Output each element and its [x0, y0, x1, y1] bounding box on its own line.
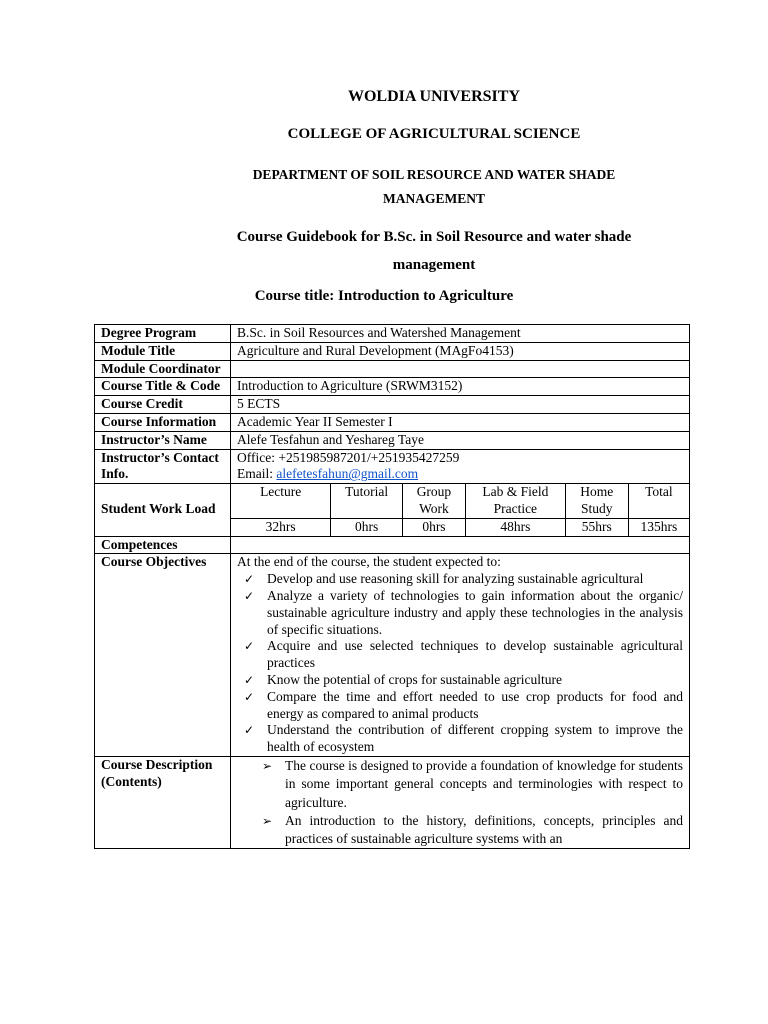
workload-header: Total — [628, 484, 689, 518]
workload-hours: 48hrs — [465, 518, 565, 535]
student-workload-cell — [231, 484, 690, 536]
objective-text: Compare the time and effort needed to use crop products for food and energy as compared to animal products — [267, 688, 683, 721]
workload-hours: 0hrs — [402, 518, 465, 535]
checkmark-icon: ✓ — [244, 672, 255, 687]
table-row — [95, 378, 690, 396]
description-text: An introduction to the history, definitions, concepts, principles and practices of sustainable agriculture systems with an — [285, 812, 683, 847]
objective-text: Develop and use reasoning skill for analyzing sustainable agricultural — [267, 571, 644, 587]
list-item — [262, 757, 683, 812]
arrowhead-icon: ➢ — [262, 758, 273, 773]
course-title-code-label: Course Title & Code — [95, 378, 231, 396]
module-coordinator-label: Module Coordinator — [95, 360, 231, 378]
module-title-value: Agriculture and Rural Development (MAgFo4153) — [231, 342, 690, 360]
module-title-label: Module Title — [95, 342, 231, 360]
checkmark-icon: ✓ — [244, 588, 255, 603]
table-row — [95, 449, 690, 484]
instructor-name-label: Instructor’s Name — [95, 431, 231, 449]
list-item — [244, 722, 683, 756]
table-row — [95, 360, 690, 378]
list-item — [244, 688, 683, 723]
table-row — [95, 325, 690, 343]
workload-header: Group Work — [402, 484, 465, 518]
workload-header: Lab & Field Practice — [465, 484, 565, 518]
objectives-intro: At the end of the course, the student expected to: — [237, 554, 501, 570]
objectives-list — [237, 571, 683, 756]
instructor-contact-value — [231, 449, 690, 484]
course-title-code-value: Introduction to Agriculture (SRWM3152) — [231, 378, 690, 396]
workload-header: Lecture — [260, 484, 302, 500]
list-item — [244, 671, 683, 689]
module-coordinator-value — [231, 360, 690, 378]
workload-hours: 135hrs — [628, 518, 689, 535]
table-row — [95, 554, 690, 757]
list-item — [262, 812, 683, 849]
workload-header: Home Study — [565, 484, 628, 518]
objective-text: Know the potential of crops for sustainable agriculture — [267, 671, 563, 687]
list-item — [244, 571, 683, 588]
checkmark-icon: ✓ — [244, 723, 255, 738]
college-name: COLLEGE OF AGRICULTURAL SCIENCE — [287, 126, 581, 142]
objective-text: Acquire and use selected techniques to develop sustainable agricultural practices — [267, 638, 683, 671]
course-description-value — [231, 756, 690, 848]
course-title-heading: Course title: Introduction to Agriculture — [254, 288, 514, 304]
workload-hours: 0hrs — [331, 518, 403, 535]
competences-label: Competences — [95, 536, 231, 554]
table-row — [95, 342, 690, 360]
email-line — [237, 466, 683, 483]
office-phone: Office: +251985987201/+251935427259 — [237, 449, 460, 465]
workload-hours: 32hrs — [231, 518, 331, 535]
workload-hours-row — [231, 518, 689, 535]
checkmark-icon: ✓ — [244, 639, 255, 654]
workload-table — [231, 484, 689, 535]
workload-hours: 55hrs — [565, 518, 628, 535]
objective-text: Analyze a variety of technologies to gain information about the organic/ sustainable agriculture industry and apply these technologies in the analysis of specific situations. — [267, 587, 683, 637]
table-row — [95, 484, 690, 536]
description-list — [237, 757, 683, 848]
table-row — [95, 756, 690, 848]
objective-text: Understand the contribution of different cropping system to improve the health of ecosystem — [267, 722, 683, 755]
course-credit-value: 5 ECTS — [231, 396, 690, 414]
table-row — [95, 413, 690, 431]
department-name: DEPARTMENT OF SOIL RESOURCE AND WATER SHADE MANAGEMENT — [252, 167, 616, 206]
degree-program-value: B.Sc. in Soil Resources and Watershed Management — [231, 325, 690, 343]
checkmark-icon: ✓ — [244, 572, 255, 587]
email-link[interactable]: alefetesfahun@gmail.com — [276, 466, 419, 482]
course-info-table — [94, 324, 690, 849]
workload-header: Tutorial — [331, 484, 403, 518]
table-row — [95, 396, 690, 414]
checkmark-icon: ✓ — [244, 689, 255, 704]
course-information-label: Course Information — [95, 413, 231, 431]
course-description-label: Course Description (Contents) — [95, 756, 231, 848]
instructor-contact-label: Instructor’s Contact Info. — [95, 449, 231, 484]
student-workload-label: Student Work Load — [95, 484, 231, 536]
table-row — [95, 431, 690, 449]
arrowhead-icon: ➢ — [262, 813, 273, 828]
description-text: The course is designed to provide a foundation of knowledge for students in some important general concepts and terminologies with respect to agriculture. — [285, 757, 683, 810]
list-item — [244, 587, 683, 638]
course-information-value: Academic Year II Semester I — [231, 413, 690, 431]
table-row — [95, 536, 690, 554]
degree-program-label: Degree Program — [95, 325, 231, 343]
instructor-name-value: Alefe Tesfahun and Yeshareg Taye — [231, 431, 690, 449]
course-credit-label: Course Credit — [95, 396, 231, 414]
competences-value — [231, 536, 690, 554]
email-prefix: Email: — [237, 466, 277, 482]
guidebook-title: Course Guidebook for B.Sc. in Soil Resource and water shade management — [236, 229, 632, 273]
course-objectives-label: Course Objectives — [95, 554, 231, 757]
course-objectives-value — [231, 554, 690, 757]
workload-header-row — [231, 484, 689, 518]
list-item — [244, 638, 683, 672]
university-name: WOLDIA UNIVERSITY — [347, 88, 521, 105]
